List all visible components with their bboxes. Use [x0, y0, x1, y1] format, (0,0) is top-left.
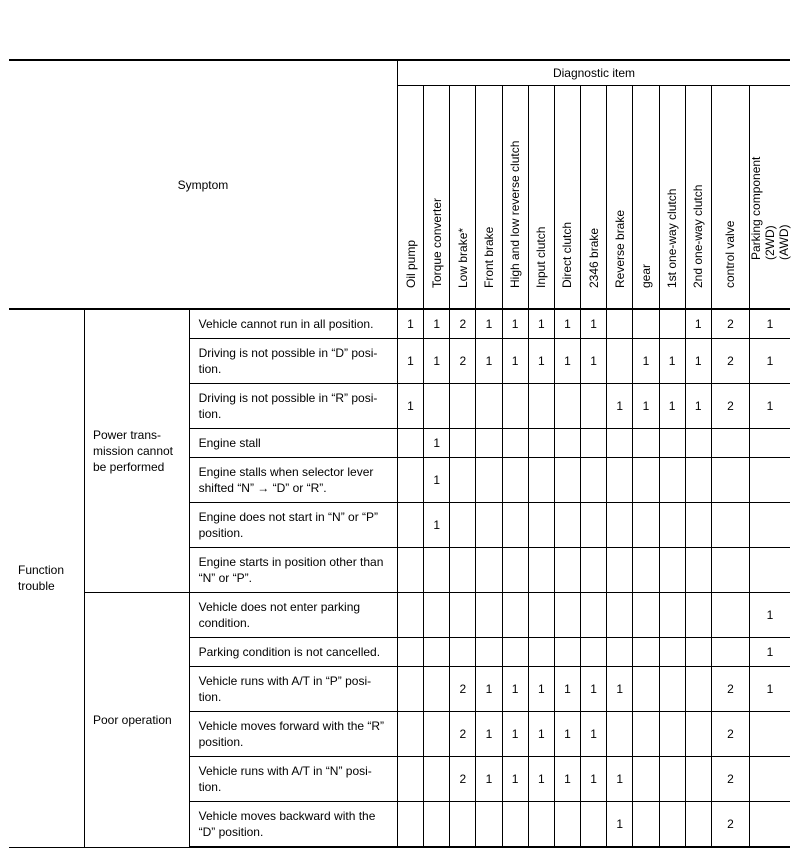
value-cell — [476, 593, 502, 638]
column-label: gear — [638, 263, 653, 288]
value-cell — [711, 548, 749, 593]
value-cell: 1 — [528, 339, 554, 384]
value-cell: 1 — [750, 593, 790, 638]
column-label: 2nd one-way clutch — [691, 184, 706, 288]
value-cell: 2 — [450, 339, 476, 384]
header-row-1 — [9, 60, 790, 86]
symptom-cell: Vehicle runs with A/T in “P” posi-tion. — [189, 667, 397, 712]
value-cell: 1 — [502, 309, 528, 339]
value-cell — [659, 757, 685, 802]
value-cell: 1 — [581, 757, 607, 802]
value-cell: 1 — [581, 712, 607, 757]
value-cell: 1 — [502, 757, 528, 802]
value-cell: 1 — [607, 667, 633, 712]
column-label: Oil pump — [403, 239, 418, 288]
value-cell: 1 — [750, 667, 790, 712]
value-cell: 1 — [502, 712, 528, 757]
value-cell — [659, 667, 685, 712]
table-row — [9, 593, 790, 638]
column-header-text — [560, 222, 574, 288]
column-header-text — [613, 210, 627, 288]
column-label: 1st one-way clutch — [665, 188, 680, 288]
value-cell — [424, 667, 450, 712]
column-label: High and low reverse clutch — [508, 140, 523, 288]
column-label: Front brake — [481, 226, 496, 288]
value-cell: 1 — [397, 384, 423, 429]
value-cell — [659, 309, 685, 339]
column-header-text — [508, 141, 522, 288]
symptom-cell: Vehicle moves forward with the “R” position. — [189, 712, 397, 757]
column-header — [397, 86, 423, 310]
value-cell: 1 — [685, 339, 711, 384]
value-cell — [554, 638, 580, 667]
value-cell — [581, 548, 607, 593]
value-cell — [750, 712, 790, 757]
column-header — [659, 86, 685, 310]
value-cell — [711, 458, 749, 503]
value-cell — [607, 712, 633, 757]
column-label: Direct clutch — [560, 221, 575, 288]
value-cell — [607, 548, 633, 593]
value-cell — [397, 802, 423, 848]
column-header — [711, 86, 749, 310]
value-cell: 2 — [711, 757, 749, 802]
symptom-cell: Driving is not possible in “D” posi-tion. — [189, 339, 397, 384]
diagnosis-table — [9, 59, 790, 848]
diagnostic-item-header: Diagnostic item — [397, 60, 790, 86]
value-cell — [633, 757, 659, 802]
value-cell — [528, 429, 554, 458]
value-cell: 1 — [424, 503, 450, 548]
value-cell — [711, 429, 749, 458]
value-cell — [554, 458, 580, 503]
value-cell: 1 — [750, 309, 790, 339]
value-cell — [607, 458, 633, 503]
value-cell: 1 — [528, 309, 554, 339]
value-cell — [685, 429, 711, 458]
value-cell — [502, 429, 528, 458]
value-cell: 1 — [750, 638, 790, 667]
value-cell — [659, 503, 685, 548]
value-cell: 2 — [450, 309, 476, 339]
value-cell — [476, 503, 502, 548]
value-cell — [554, 429, 580, 458]
value-cell — [607, 339, 633, 384]
column-label: Parking component — [749, 156, 764, 260]
value-cell — [450, 384, 476, 429]
value-cell — [424, 384, 450, 429]
column-header-text — [749, 157, 791, 260]
group-cell: Power trans-mission cannot be performed — [84, 309, 189, 593]
column-header-text — [482, 227, 496, 288]
value-cell — [607, 638, 633, 667]
value-cell — [633, 548, 659, 593]
column-header-text — [691, 185, 705, 288]
value-cell — [685, 503, 711, 548]
value-cell — [397, 757, 423, 802]
value-cell — [750, 802, 790, 848]
value-cell — [659, 712, 685, 757]
value-cell: 1 — [502, 339, 528, 384]
value-cell — [554, 548, 580, 593]
value-cell — [502, 802, 528, 848]
value-cell: 1 — [528, 712, 554, 757]
column-label: Reverse brake — [612, 209, 627, 288]
column-header — [476, 86, 502, 310]
value-cell: 2 — [450, 757, 476, 802]
value-cell — [685, 712, 711, 757]
value-cell — [450, 503, 476, 548]
symptom-cell: Vehicle cannot run in all position. — [189, 309, 397, 339]
value-cell: 1 — [554, 309, 580, 339]
value-cell — [659, 802, 685, 848]
value-cell — [424, 802, 450, 848]
value-cell: 2 — [711, 667, 749, 712]
value-cell: 1 — [476, 757, 502, 802]
value-cell — [581, 429, 607, 458]
value-cell — [502, 593, 528, 638]
value-cell — [685, 757, 711, 802]
value-cell: 1 — [659, 384, 685, 429]
value-cell — [502, 384, 528, 429]
value-cell — [528, 802, 554, 848]
value-cell: 1 — [397, 339, 423, 384]
value-cell — [450, 802, 476, 848]
value-cell — [607, 429, 633, 458]
value-cell: 2 — [450, 667, 476, 712]
value-cell — [633, 309, 659, 339]
value-cell — [554, 503, 580, 548]
symptom-cell: Driving is not possible in “R” posi-tion. — [189, 384, 397, 429]
value-cell: 1 — [528, 757, 554, 802]
value-cell: 1 — [685, 309, 711, 339]
symptom-cell: Vehicle does not enter parking condition. — [189, 593, 397, 638]
value-cell — [554, 384, 580, 429]
column-label: Low brake* — [455, 227, 470, 288]
value-cell — [397, 638, 423, 667]
value-cell — [685, 548, 711, 593]
value-cell: 1 — [554, 757, 580, 802]
column-header-text — [665, 189, 679, 288]
value-cell — [685, 458, 711, 503]
column-header — [581, 86, 607, 310]
value-cell — [633, 712, 659, 757]
value-cell — [450, 458, 476, 503]
column-header — [528, 86, 554, 310]
column-label: 2346 brake — [586, 227, 601, 288]
value-cell — [685, 802, 711, 848]
value-cell: 1 — [581, 309, 607, 339]
value-cell — [633, 503, 659, 548]
column-header-text — [404, 240, 418, 288]
value-cell — [528, 548, 554, 593]
value-cell: 2 — [711, 309, 749, 339]
value-cell — [502, 548, 528, 593]
column-sublabel: (AWD) — [777, 224, 792, 260]
value-cell: 1 — [476, 712, 502, 757]
value-cell — [450, 638, 476, 667]
column-header — [450, 86, 476, 310]
value-cell: 1 — [607, 757, 633, 802]
value-cell: 1 — [554, 667, 580, 712]
value-cell: 2 — [711, 712, 749, 757]
value-cell: 1 — [554, 712, 580, 757]
value-cell — [528, 593, 554, 638]
column-header-text — [723, 221, 737, 288]
value-cell — [397, 667, 423, 712]
value-cell — [659, 548, 685, 593]
symptom-header: Symptom — [9, 60, 397, 309]
value-cell: 1 — [424, 339, 450, 384]
value-cell — [750, 503, 790, 548]
symptom-cell: Engine stalls when selector lever shifted “N” → “D” or “R”. — [189, 458, 397, 503]
value-cell: 1 — [424, 309, 450, 339]
value-cell — [450, 429, 476, 458]
value-cell — [476, 458, 502, 503]
value-cell — [397, 548, 423, 593]
value-cell — [659, 458, 685, 503]
value-cell: 2 — [711, 384, 749, 429]
value-cell: 1 — [659, 339, 685, 384]
value-cell — [581, 593, 607, 638]
column-header-text — [456, 228, 470, 288]
value-cell — [397, 429, 423, 458]
value-cell: 1 — [476, 309, 502, 339]
category-cell: Function trouble — [9, 309, 84, 847]
value-cell — [685, 638, 711, 667]
value-cell — [397, 503, 423, 548]
column-sublabel: (2WD) — [763, 225, 778, 260]
value-cell — [397, 712, 423, 757]
value-cell — [554, 802, 580, 848]
column-label: control valve — [723, 220, 738, 288]
value-cell — [502, 503, 528, 548]
column-header — [424, 86, 450, 310]
value-cell — [711, 638, 749, 667]
value-cell: 1 — [528, 667, 554, 712]
value-cell: 1 — [397, 309, 423, 339]
value-cell — [633, 638, 659, 667]
value-cell: 1 — [424, 458, 450, 503]
value-cell: 1 — [554, 339, 580, 384]
symptom-cell: Vehicle moves backward with the “D” position. — [189, 802, 397, 848]
value-cell — [554, 593, 580, 638]
value-cell — [397, 458, 423, 503]
symptom-cell: Parking condition is not cancelled. — [189, 638, 397, 667]
value-cell — [502, 458, 528, 503]
value-cell — [397, 593, 423, 638]
value-cell — [750, 757, 790, 802]
value-cell: 2 — [711, 802, 749, 848]
value-cell — [633, 429, 659, 458]
value-cell: 2 — [450, 712, 476, 757]
value-cell: 1 — [633, 339, 659, 384]
column-header-text — [534, 227, 548, 288]
value-cell — [424, 757, 450, 802]
value-cell: 1 — [476, 667, 502, 712]
value-cell — [424, 712, 450, 757]
value-cell — [450, 548, 476, 593]
column-header — [554, 86, 580, 310]
value-cell — [633, 458, 659, 503]
value-cell: 1 — [581, 339, 607, 384]
value-cell — [581, 458, 607, 503]
value-cell: 1 — [750, 339, 790, 384]
value-cell: 1 — [581, 667, 607, 712]
value-cell — [633, 802, 659, 848]
value-cell — [528, 638, 554, 667]
column-header — [685, 86, 711, 310]
value-cell — [633, 593, 659, 638]
value-cell — [476, 548, 502, 593]
value-cell: 1 — [502, 667, 528, 712]
value-cell — [633, 667, 659, 712]
column-header — [750, 86, 790, 310]
value-cell — [607, 503, 633, 548]
value-cell — [685, 593, 711, 638]
symptom-cell: Engine stall — [189, 429, 397, 458]
symptom-cell: Vehicle runs with A/T in “N” posi-tion. — [189, 757, 397, 802]
value-cell — [476, 638, 502, 667]
value-cell: 1 — [685, 384, 711, 429]
value-cell: 2 — [711, 339, 749, 384]
value-cell — [659, 593, 685, 638]
column-header — [633, 86, 659, 310]
column-header-text — [587, 228, 601, 288]
symptom-cell: Engine starts in position other than “N” or “P”. — [189, 548, 397, 593]
value-cell — [685, 667, 711, 712]
value-cell — [424, 593, 450, 638]
column-header-text — [639, 264, 653, 288]
value-cell — [607, 593, 633, 638]
column-label: Torque converter — [429, 197, 444, 288]
value-cell — [528, 384, 554, 429]
value-cell — [750, 429, 790, 458]
value-cell: 1 — [750, 384, 790, 429]
value-cell — [528, 503, 554, 548]
value-cell: 1 — [607, 802, 633, 848]
value-cell — [424, 548, 450, 593]
group-cell: Poor operation — [84, 593, 189, 848]
value-cell — [450, 593, 476, 638]
value-cell — [607, 309, 633, 339]
value-cell — [581, 503, 607, 548]
value-cell — [659, 638, 685, 667]
value-cell: 1 — [633, 384, 659, 429]
value-cell — [581, 802, 607, 848]
value-cell — [750, 548, 790, 593]
value-cell — [711, 503, 749, 548]
value-cell — [476, 429, 502, 458]
column-header-text — [430, 198, 444, 288]
value-cell — [528, 458, 554, 503]
column-label: Input clutch — [534, 226, 549, 288]
value-cell — [581, 638, 607, 667]
symptom-cell: Engine does not start in “N” or “P” position. — [189, 503, 397, 548]
value-cell — [750, 458, 790, 503]
table-row — [9, 309, 790, 339]
value-cell — [476, 802, 502, 848]
value-cell: 1 — [476, 339, 502, 384]
value-cell — [581, 384, 607, 429]
value-cell — [711, 593, 749, 638]
value-cell — [502, 638, 528, 667]
value-cell — [424, 638, 450, 667]
value-cell — [659, 429, 685, 458]
column-header — [607, 86, 633, 310]
value-cell: 1 — [607, 384, 633, 429]
column-header — [502, 86, 528, 310]
value-cell: 1 — [424, 429, 450, 458]
value-cell — [476, 384, 502, 429]
